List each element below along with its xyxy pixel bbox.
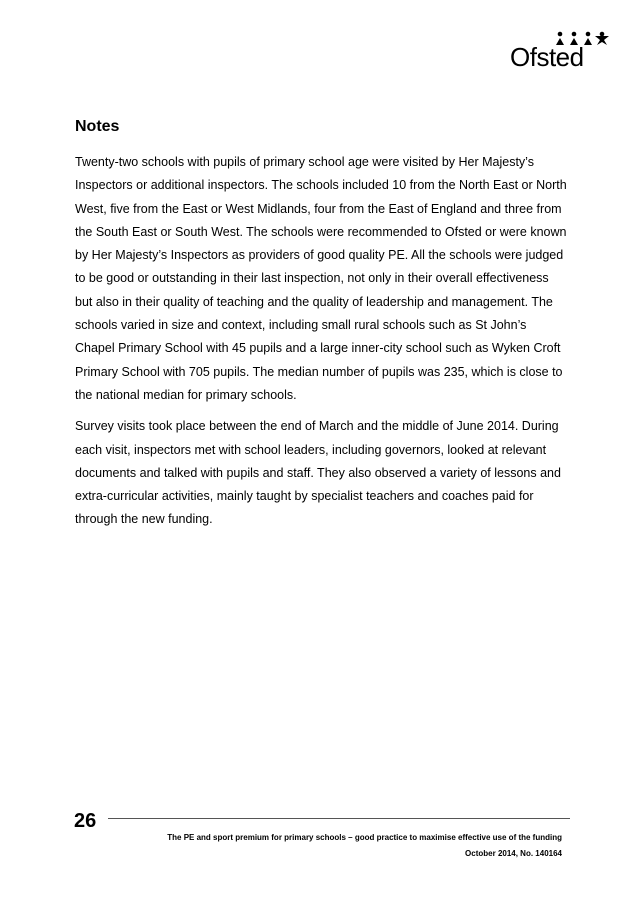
paragraph: Survey visits took place between the end of March and the middle of June 2014. During each visit, inspectors met with school leaders, including governors, looked at relevant documents and talked with pupils and staff. They also observed a variety of lessons and extra-curricular activities, mainly taught by specialist teachers and coaches paid for through the new funding. bbox=[75, 419, 561, 527]
page-number: 26 bbox=[74, 810, 97, 832]
footer-report-title: The PE and sport premium for primary schools – good practice to maximise effective use of the funding bbox=[167, 833, 562, 842]
logo-text: Ofsted bbox=[510, 42, 584, 72]
paragraph: Twenty-two schools with pupils of primary school age were visited by Her Majesty’s Inspectors or additional inspectors. The schools included 10 from the North East or North West, five from the East or West Midlands, four from the East of England and three from the South East or South West. The schools were recommended to Ofsted or were known by Her Majesty’s Inspectors as providers of good quality PE. All the schools were judged to be good or outstanding in their last inspection, not only in their overall effectiveness but also in their quality of teaching and the quality of leadership and management. The schools varied in size and context, including small rural schools such as St John’s Chapel Primary School with 45 pupils and a large inner-city school such as Wyken Croft Primary School with 705 pupils. The median number of pupils was 235, which is close to the national median for primary schools. bbox=[75, 155, 567, 402]
footer bbox=[120, 830, 562, 862]
body-text bbox=[75, 151, 569, 540]
section-heading: Notes bbox=[75, 118, 120, 135]
footer-divider bbox=[108, 818, 570, 819]
footer-report-date: October 2014, No. 140164 bbox=[465, 849, 562, 858]
ofsted-logo bbox=[510, 30, 610, 76]
